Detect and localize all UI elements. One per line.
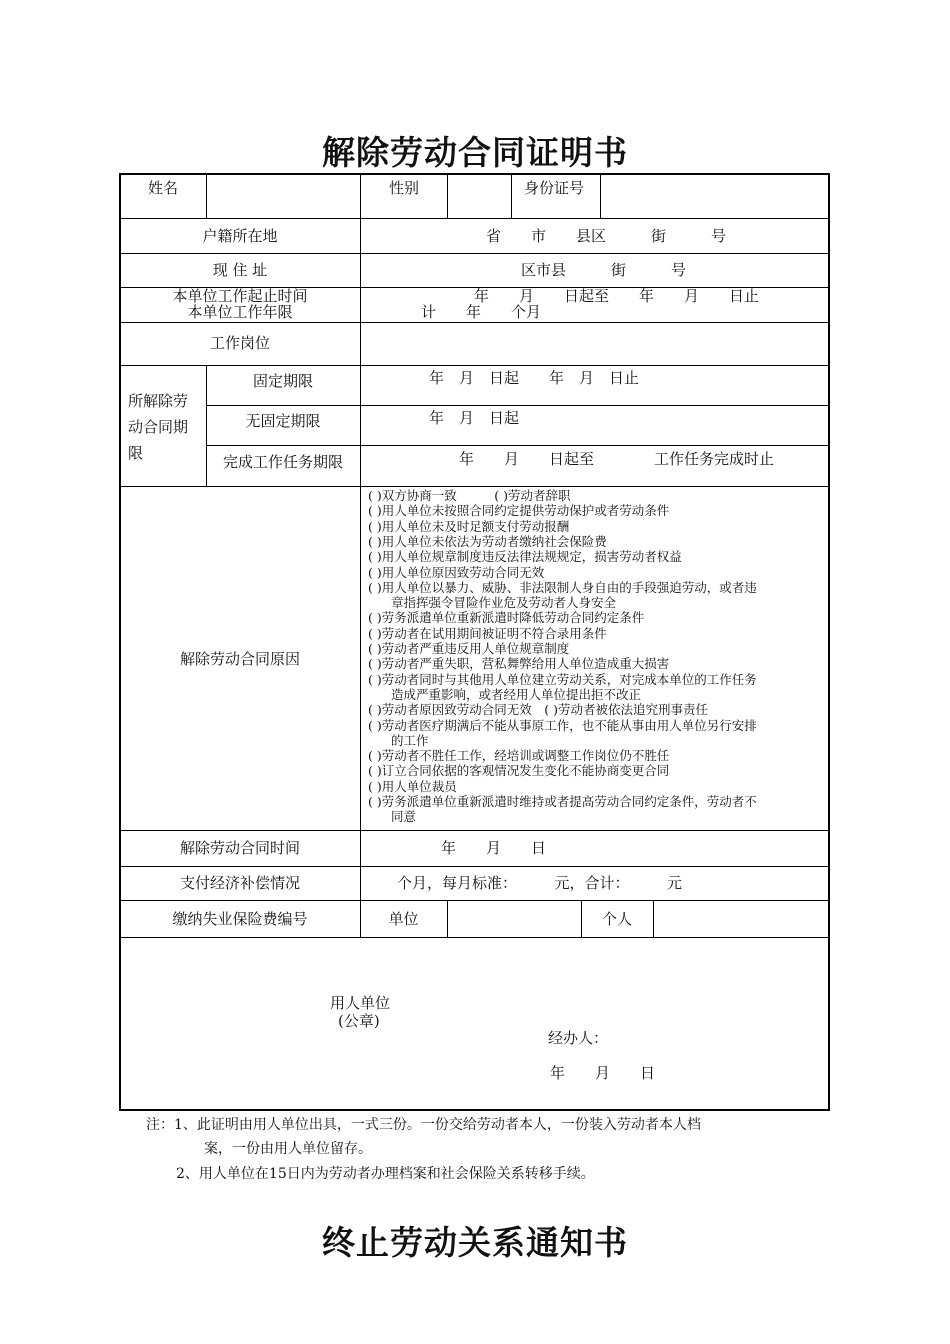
reason-option[interactable]: ( )订立合同依据的客观情况发生变化不能协商变更合同 xyxy=(368,763,670,779)
gender-field[interactable] xyxy=(449,176,509,216)
contract-term-label-1: 所解除劳 xyxy=(128,392,189,410)
fixed-term-label: 固定期限 xyxy=(252,372,313,390)
reason-option[interactable]: ( )劳动者医疗期满后不能从事原工作，也不能从事由用人单位另行安排 xyxy=(368,717,757,733)
row-divider xyxy=(120,486,830,487)
compensation-label: 支付经济补偿情况 xyxy=(179,874,300,892)
seal-label: (公章) xyxy=(338,1012,380,1030)
position-field[interactable] xyxy=(362,324,828,364)
name-label: 姓名 xyxy=(148,179,179,197)
open-term-label: 无固定期限 xyxy=(245,412,321,430)
reason-option[interactable]: ( )双方协商一致 ( )劳动者辞职 xyxy=(368,488,571,503)
col-divider xyxy=(447,174,448,218)
col-divider xyxy=(447,900,448,937)
task-term-field[interactable]: 年 月 日起至 工作任务完成时止 xyxy=(459,450,775,468)
reason-option: 造成严重影响，或者经用人单位提出拒不改正 xyxy=(391,686,642,702)
row-divider xyxy=(120,937,830,938)
reason-option[interactable]: ( )用人单位规章制度违反法律法规规定，损害劳动者权益 xyxy=(368,549,682,565)
insurance-unit-label: 单位 xyxy=(388,910,419,928)
fixed-term-field[interactable]: 年 月 日起 年 月 日止 xyxy=(429,369,640,387)
note-2: 2、用人单位在15日内为劳动者办理档案和社会保险关系转移手续。 xyxy=(176,1166,595,1182)
insurance-label: 缴纳失业保险费编号 xyxy=(172,910,308,928)
compensation-field[interactable]: 个月，每月标准： 元，合计： 元 xyxy=(397,874,683,892)
reason-option[interactable]: ( )用人单位原因致劳动合同无效 xyxy=(368,564,545,580)
reason-option[interactable]: ( )劳动者不胜任工作，经培训或调整工作岗位仍不胜任 xyxy=(368,748,670,764)
insurance-personal-field[interactable] xyxy=(655,902,828,936)
reason-option: 章指挥强令冒险作业危及劳动者人身安全 xyxy=(391,595,617,611)
reason-option: 同意 xyxy=(391,809,417,825)
id-number-label: 身份证号 xyxy=(524,179,585,197)
employer-label: 用人单位 xyxy=(330,994,391,1012)
reason-option[interactable]: ( )劳动者严重违反用人单位规章制度 xyxy=(368,641,570,656)
open-term-field[interactable]: 年 月 日起 xyxy=(429,409,520,427)
row-divider xyxy=(120,900,830,901)
row-divider xyxy=(120,253,830,254)
col-divider xyxy=(206,174,207,218)
note-1-cont: 案，一份由用人单位留存。 xyxy=(204,1141,372,1157)
reason-option[interactable]: ( )用人单位未依法为劳动者缴纳社会保险费 xyxy=(368,533,607,549)
work-years-field[interactable]: 计 年 个月 xyxy=(421,303,542,321)
signature-date: 年 月 日 xyxy=(550,1064,656,1082)
insurance-personal-label: 个人 xyxy=(601,910,632,928)
note-1: 注：1、此证明由用人单位出具，一式三份。一份交给劳动者本人，一份装入劳动者本人档 xyxy=(146,1117,701,1133)
col-divider xyxy=(600,174,601,218)
insurance-unit-field[interactable] xyxy=(449,902,579,936)
termination-date-field[interactable]: 年 月 日 xyxy=(441,839,547,857)
col-divider xyxy=(653,900,654,937)
household-label: 户籍所在地 xyxy=(202,227,278,245)
position-label: 工作岗位 xyxy=(209,334,270,352)
reason-option[interactable]: ( )劳务派遣单位重新派遣时维持或者提高劳动合同约定条件，劳动者不 xyxy=(368,794,757,809)
reason-option[interactable]: ( )劳动者严重失职，营私舞弊给用人单位造成重大损害 xyxy=(368,656,670,672)
work-years-label: 本单位工作年限 xyxy=(187,303,293,321)
row-divider xyxy=(206,445,830,446)
reason-option[interactable]: ( )劳务派遣单位重新派遣时降低劳动合同约定条件 xyxy=(368,610,645,626)
household-field[interactable]: 省 市 县区 街 号 xyxy=(486,227,727,245)
gender-label: 性别 xyxy=(389,179,420,197)
row-divider xyxy=(120,830,830,831)
reasons-label: 解除劳动合同原因 xyxy=(179,650,300,668)
contract-term-label-3: 限 xyxy=(128,444,144,462)
work-period-label: 本单位工作起止时间 xyxy=(172,287,308,305)
row-divider xyxy=(120,218,830,219)
row-divider xyxy=(120,322,830,323)
reason-option[interactable]: ( )用人单位以暴力、威胁、非法限制人身自由的手段强迫劳动，或者违 xyxy=(368,579,757,595)
page-title: 解除劳动合同证明书 xyxy=(322,133,628,172)
reason-option: 的工作 xyxy=(391,732,429,748)
contract-term-label-2: 动合同期 xyxy=(128,418,189,436)
work-period-field[interactable]: 年 月 日起至 年 月 日止 xyxy=(474,287,760,305)
name-field[interactable] xyxy=(208,176,358,216)
row-divider xyxy=(120,866,830,867)
reason-option[interactable]: ( )用人单位裁员 xyxy=(368,778,457,794)
residence-field[interactable]: 区市县 街 号 xyxy=(521,261,687,279)
handler-label: 经办人： xyxy=(548,1029,609,1047)
next-page-title: 终止劳动关系通知书 xyxy=(322,1223,628,1262)
task-term-label: 完成工作任务期限 xyxy=(222,453,343,471)
row-divider xyxy=(206,405,830,406)
reason-option[interactable]: ( )劳动者同时与其他用人单位建立劳动关系，对完成本单位的工作任务 xyxy=(368,671,757,687)
reason-option[interactable]: ( )劳动者在试用期间被证明不符合录用条件 xyxy=(368,625,607,641)
id-number-field[interactable] xyxy=(602,176,828,216)
col-divider xyxy=(360,174,361,938)
row-divider xyxy=(120,365,830,366)
reason-option[interactable]: ( )用人单位未按照合同约定提供劳动保护或者劳动条件 xyxy=(368,503,670,519)
reason-option[interactable]: ( )用人单位未及时足额支付劳动报酬 xyxy=(368,518,570,534)
termination-date-label: 解除劳动合同时间 xyxy=(179,839,300,857)
reason-option[interactable]: ( )劳动者原因致劳动合同无效 ( )劳动者被依法追究刑事责任 xyxy=(368,702,708,718)
col-divider xyxy=(511,174,512,218)
residence-label: 现 住 址 xyxy=(212,261,268,279)
